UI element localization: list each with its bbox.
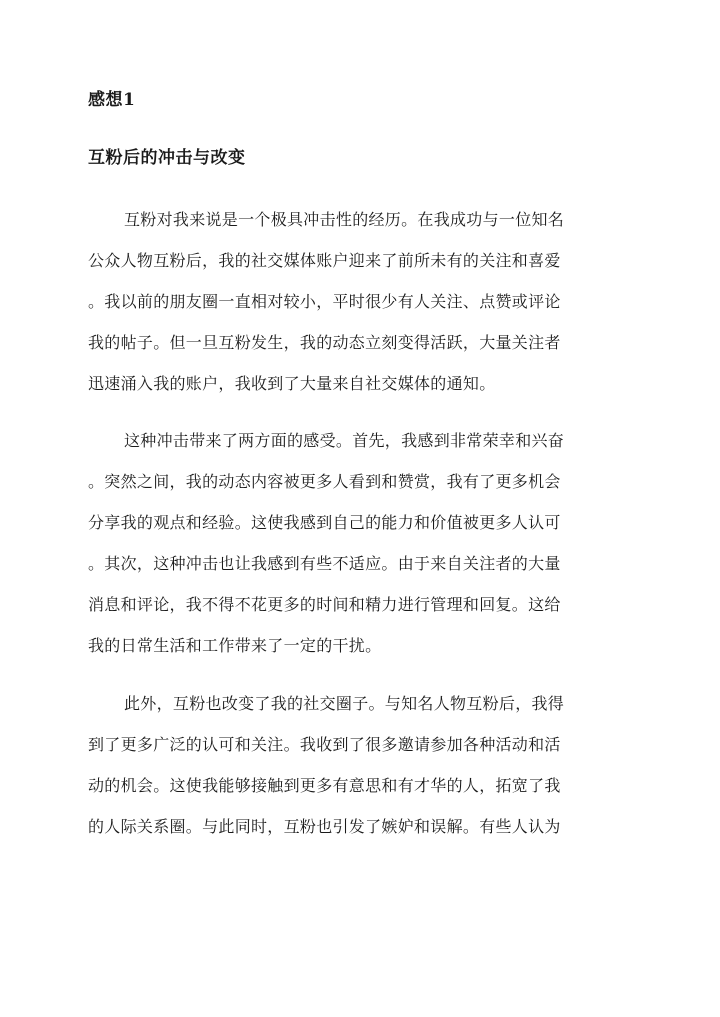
paragraph-line: 我的日常生活和工作带来了一定的干扰。 <box>88 636 382 655</box>
paragraph-line: 迅速涌入我的账户，我收到了大量来自社交媒体的通知。 <box>88 374 496 393</box>
paragraph-line: 我的帖子。但一旦互粉发生，我的动态立刻变得活跃，大量关注者 <box>88 333 561 352</box>
paragraph-line: 的人际关系圈。与此同时，互粉也引发了嫉妒和误解。有些人认为 <box>88 817 561 836</box>
paragraph-line: 。我以前的朋友圈一直相对较小，平时很少有人关注、点赞或评论 <box>88 292 561 311</box>
paragraph-line: 。其次，这种冲击也让我感到有些不适应。由于来自关注者的大量 <box>88 554 561 573</box>
section-heading: 互粉后的冲击与改变 <box>88 148 246 168</box>
paragraph-line: 互粉对我来说是一个极具冲击性的经历。在我成功与一位知名 <box>124 210 565 229</box>
paragraph-line: 分享我的观点和经验。这使我感到自己的能力和价值被更多人认可 <box>88 513 561 532</box>
document-title: 感想1 <box>88 90 136 110</box>
paragraph-line: 。突然之间，我的动态内容被更多人看到和赞赏，我有了更多机会 <box>88 472 561 491</box>
paragraph-line: 到了更多广泛的认可和关注。我收到了很多邀请参加各种活动和活 <box>88 735 561 754</box>
paragraph-line: 消息和评论，我不得不花更多的时间和精力进行管理和回复。这给 <box>88 595 561 614</box>
paragraph-line: 动的机会。这使我能够接触到更多有意思和有才华的人，拓宽了我 <box>88 776 561 795</box>
paragraph-line: 此外，互粉也改变了我的社交圈子。与知名人物互粉后，我得 <box>124 694 565 713</box>
paragraph-line: 公众人物互粉后，我的社交媒体账户迎来了前所未有的关注和喜爱 <box>88 251 561 270</box>
paragraph-line: 这种冲击带来了两方面的感受。首先，我感到非常荣幸和兴奋 <box>124 431 565 450</box>
